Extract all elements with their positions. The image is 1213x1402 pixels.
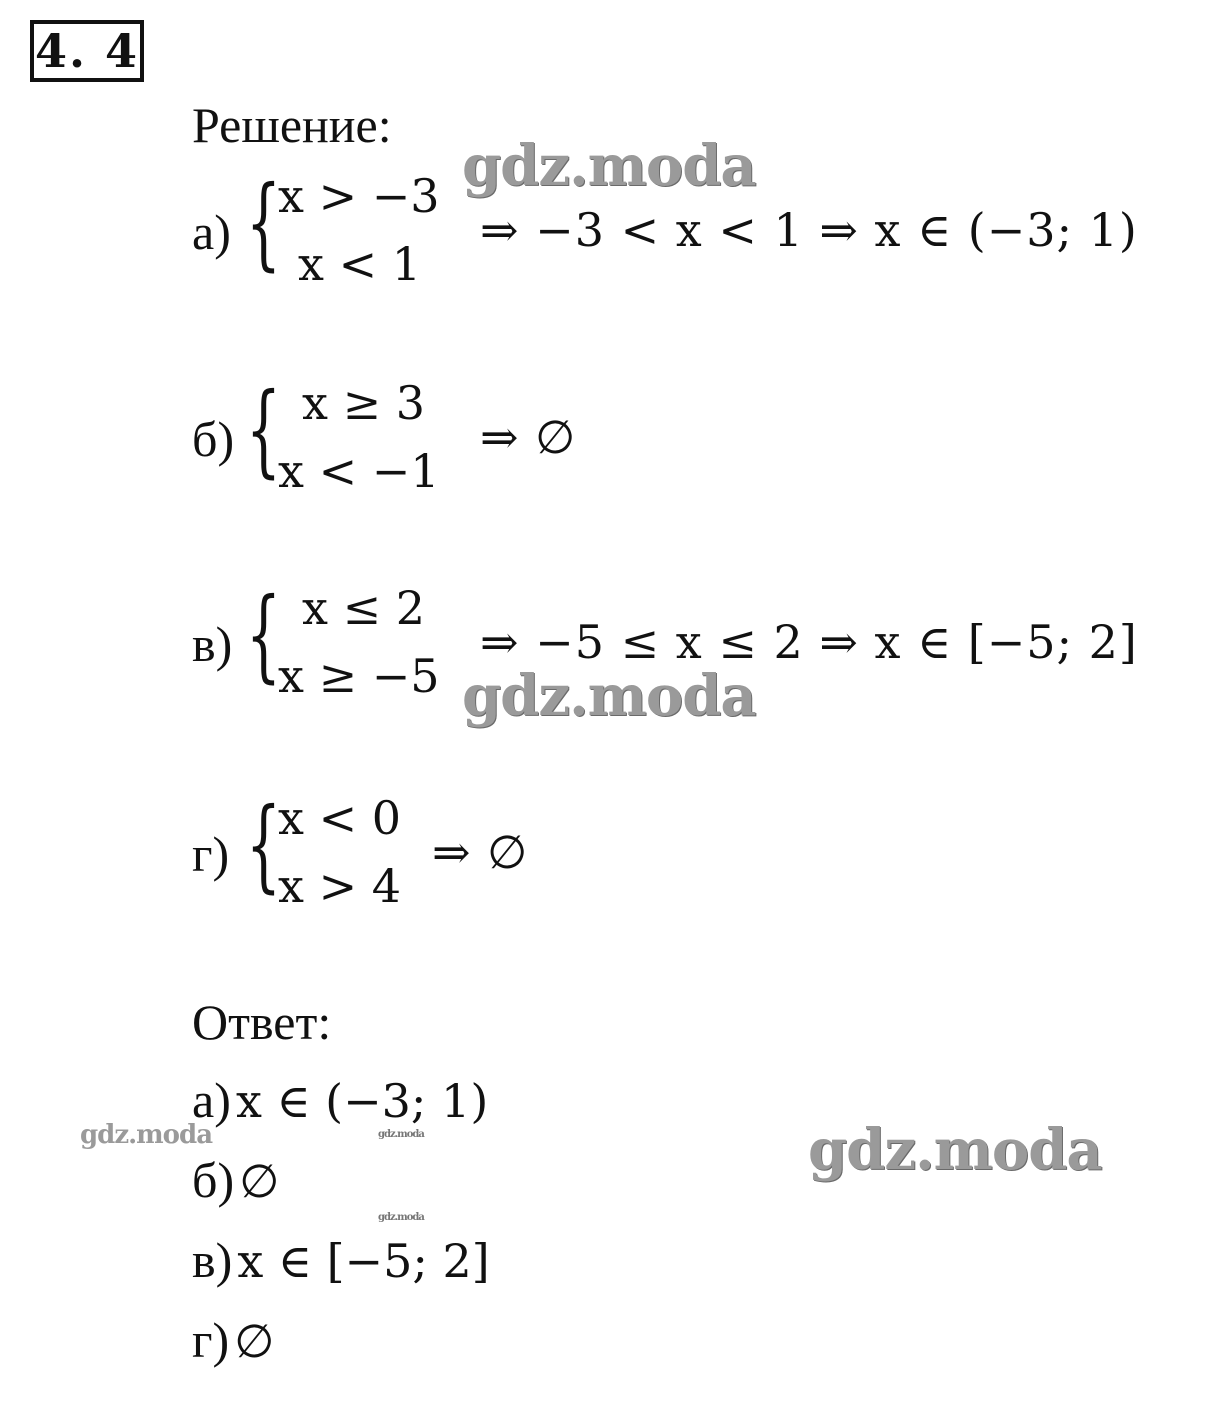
system-line-1: x < 0	[278, 791, 401, 845]
part-label: г)	[192, 826, 230, 882]
system-line-2: x < −1	[278, 444, 440, 498]
answer-label: в)	[192, 1232, 233, 1288]
system-line-1: x ≤ 2	[302, 581, 425, 635]
watermark: gdz.moda	[462, 663, 756, 729]
part-result: ⇒ −3 < x < 1 ⇒ x ∈ (−3; 1)	[480, 203, 1138, 257]
system-brace: {	[246, 576, 281, 693]
answer-heading: Ответ:	[192, 994, 332, 1050]
answer-value: x ∈ (−3; 1)	[235, 1074, 489, 1128]
part-result: ⇒ ∅	[480, 410, 577, 464]
answer-value: ∅	[234, 1314, 275, 1368]
part-result: ⇒ ∅	[432, 825, 529, 879]
watermark: gdz.moda	[462, 133, 756, 199]
solution-heading: Решение:	[192, 97, 392, 153]
answer-item-a	[192, 1072, 489, 1128]
problem-number-badge	[30, 20, 144, 82]
answer-item-c	[192, 1232, 490, 1288]
part-result: ⇒ −5 ≤ x ≤ 2 ⇒ x ∈ [−5; 2]	[480, 615, 1138, 669]
system-brace: {	[246, 371, 281, 488]
watermark: gdz.moda	[378, 1212, 424, 1223]
part-label: в)	[192, 616, 233, 672]
watermark: gdz.moda	[378, 1129, 424, 1140]
problem-number: 4. 4	[34, 24, 140, 78]
solution-part-d	[192, 787, 792, 917]
system-brace: {	[246, 786, 281, 903]
system-line-1: x > −3	[278, 169, 440, 223]
answer-label: г)	[192, 1312, 230, 1368]
answer-label: а)	[192, 1072, 231, 1128]
answer-item-b	[192, 1152, 280, 1208]
answer-value: ∅	[239, 1154, 280, 1208]
part-label: б)	[192, 411, 235, 467]
system-line-1: x ≥ 3	[302, 376, 425, 430]
system-line-2: x > 4	[278, 859, 401, 913]
solution-part-b	[192, 372, 792, 502]
watermark: gdz.moda	[808, 1117, 1102, 1183]
answer-item-d	[192, 1312, 275, 1368]
system-line-2: x < 1	[298, 237, 421, 291]
system-line-2: x ≥ −5	[278, 649, 440, 703]
answer-value: x ∈ [−5; 2]	[237, 1234, 490, 1288]
answer-label: б)	[192, 1152, 235, 1208]
system-brace: {	[246, 164, 281, 281]
part-label: а)	[192, 204, 231, 260]
watermark: gdz.moda	[80, 1120, 213, 1150]
